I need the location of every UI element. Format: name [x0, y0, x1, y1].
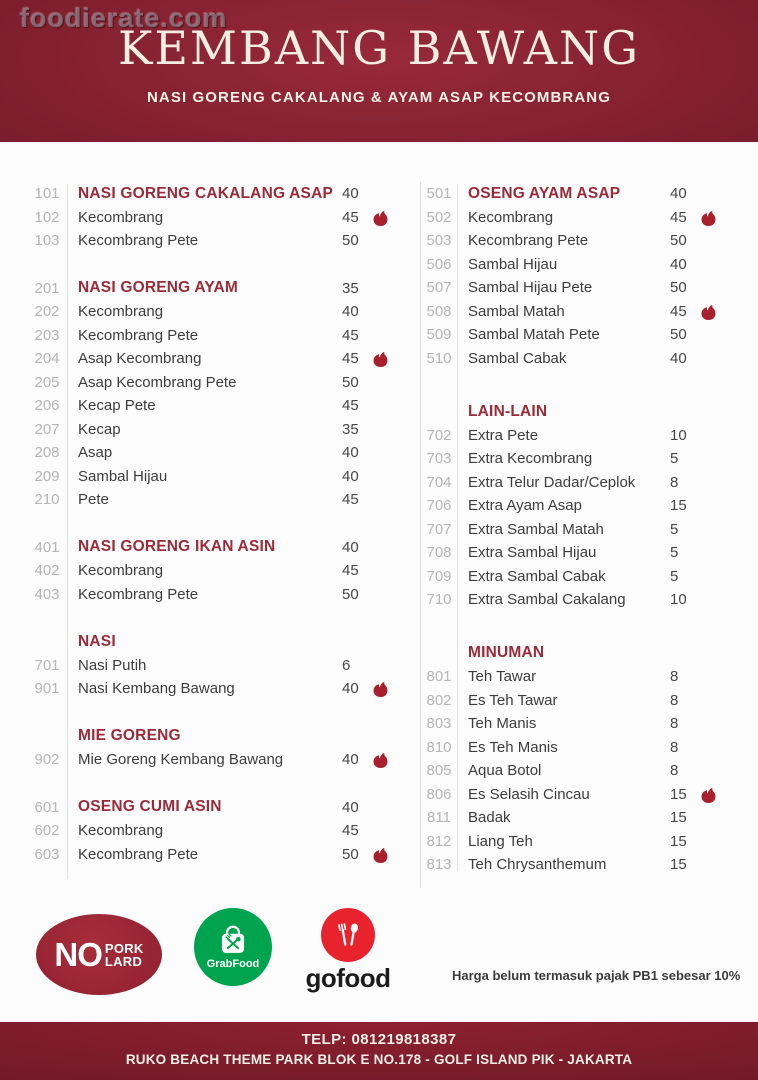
menu-item-row — [30, 229, 394, 253]
menu-item-row — [424, 518, 722, 542]
item-code: 509 — [426, 326, 452, 344]
item-code: 703 — [426, 450, 452, 468]
item-price: 40 — [342, 538, 359, 556]
item-name: OSENG CUMI ASIN — [78, 798, 222, 816]
item-name: Kecombrang — [78, 822, 164, 840]
menu-item-row — [30, 559, 394, 583]
menu-item-row — [424, 494, 722, 518]
item-code: 103 — [34, 232, 60, 250]
recommended-icon — [372, 845, 394, 864]
item-price: 45 — [342, 562, 359, 580]
item-code: 810 — [426, 738, 452, 756]
item-name: OSENG AYAM ASAP — [468, 184, 621, 202]
recommended-icon — [372, 750, 394, 769]
menu-item-row — [424, 806, 722, 830]
menu-section — [30, 725, 394, 772]
menu-item-row — [30, 677, 394, 701]
menu-item-row — [424, 588, 722, 612]
item-code: 210 — [34, 491, 60, 509]
menu-item-row — [424, 830, 722, 854]
item-code: 707 — [426, 520, 452, 538]
item-name: Asap Kecombrang — [78, 350, 202, 368]
menu-section — [30, 630, 394, 701]
item-name: MINUMAN — [468, 644, 545, 662]
menu-column-right — [424, 182, 722, 907]
item-price: 50 — [342, 845, 359, 863]
item-code: 208 — [34, 444, 60, 462]
recommended-icon — [700, 302, 722, 321]
menu-item-row — [424, 300, 722, 324]
item-name: Kecombrang — [468, 208, 554, 226]
item-name: Teh Chrysanthemum — [468, 856, 607, 874]
menu-item-row — [30, 465, 394, 489]
item-code: 510 — [426, 349, 452, 367]
item-code: 601 — [34, 798, 60, 816]
item-price: 40 — [670, 185, 687, 203]
no-pork-top-text: PORK — [104, 940, 144, 956]
item-price: 45 — [342, 208, 359, 226]
item-code: 602 — [34, 822, 60, 840]
menu-item-row — [30, 347, 394, 371]
item-name: Pete — [78, 491, 109, 509]
item-name: NASI GORENG IKAN ASIN — [78, 538, 276, 556]
menu-item-row — [424, 347, 722, 371]
menu-item-row — [424, 712, 722, 736]
item-price: 45 — [670, 208, 687, 226]
item-name: Sambal Matah Pete — [468, 326, 600, 344]
menu-item-row — [424, 424, 722, 448]
item-price: 40 — [342, 303, 359, 321]
item-price: 40 — [342, 798, 359, 816]
menu-item-row — [424, 689, 722, 713]
item-name: Teh Tawar — [468, 668, 537, 686]
item-price: 8 — [670, 762, 679, 780]
menu-item-row — [424, 206, 722, 230]
item-name: NASI GORENG CAKALANG ASAP — [78, 184, 334, 202]
item-name: Kecombrang Pete — [78, 585, 199, 603]
item-price: 8 — [670, 473, 679, 491]
item-code: 101 — [34, 185, 60, 203]
item-price: 10 — [670, 591, 687, 609]
item-price: 15 — [670, 497, 687, 515]
recommended-icon — [372, 208, 394, 227]
menu-item-row — [424, 447, 722, 471]
item-code: 803 — [426, 715, 452, 733]
item-name: NASI GORENG AYAM — [78, 279, 238, 297]
item-code: 709 — [426, 567, 452, 585]
menu-item-row — [30, 206, 394, 230]
menu-item-row — [424, 736, 722, 760]
item-code: 102 — [34, 208, 60, 226]
menu-item-row — [30, 583, 394, 607]
address: RUKO BEACH THEME PARK BLOK E NO.178 - GOLF ISLAND PIK - JAKARTA — [125, 1052, 633, 1067]
item-name: Extra Sambal Matah — [468, 520, 604, 538]
menu-body — [0, 142, 758, 907]
footer-band — [0, 1022, 758, 1080]
item-name: Es Selasih Cincau — [468, 785, 590, 803]
item-code: 205 — [34, 373, 60, 391]
item-price: 5 — [670, 567, 679, 585]
item-code: 710 — [426, 591, 452, 609]
restaurant-title: KEMBANG BAWANG — [117, 21, 641, 75]
menu-item-row — [30, 654, 394, 678]
item-code: 708 — [426, 544, 452, 562]
item-price: 45 — [342, 326, 359, 344]
menu-section — [30, 536, 394, 607]
menu-item-row — [30, 796, 394, 820]
badges-strip — [0, 900, 758, 1010]
item-name: Sambal Matah — [468, 302, 565, 320]
menu-item-row — [424, 471, 722, 495]
item-name: Teh Manis — [468, 715, 537, 733]
item-name: Mie Goreng Kembang Bawang — [78, 751, 284, 769]
menu-item-row — [424, 565, 722, 589]
item-price: 40 — [670, 255, 687, 273]
menu-item-row — [424, 229, 722, 253]
menu-item-row — [30, 488, 394, 512]
item-name: Kecap — [78, 420, 121, 438]
no-pork-big-text: NO — [54, 935, 102, 973]
item-price: 6 — [342, 656, 351, 674]
menu-item-row — [424, 182, 722, 206]
item-name: LAIN-LAIN — [468, 402, 548, 420]
item-code: 706 — [426, 497, 452, 515]
item-price: 40 — [670, 349, 687, 367]
menu-item-row — [30, 630, 394, 654]
item-name: Liang Teh — [468, 832, 533, 850]
grabfood-label: GrabFood — [206, 958, 260, 970]
menu-item-row — [30, 725, 394, 749]
menu-item-row — [424, 323, 722, 347]
menu-item-row — [424, 759, 722, 783]
item-name: Kecombrang — [78, 208, 164, 226]
menu-item-row — [30, 277, 394, 301]
grabfood-badge — [194, 908, 272, 986]
item-code: 801 — [426, 668, 452, 686]
item-name: Extra Sambal Cabak — [468, 567, 606, 585]
item-price: 50 — [670, 232, 687, 250]
menu-section — [30, 182, 394, 253]
item-code: 507 — [426, 279, 452, 297]
item-code: 204 — [34, 350, 60, 368]
item-code: 805 — [426, 762, 452, 780]
menu-item-row — [424, 541, 722, 565]
item-name: Badak — [468, 809, 511, 827]
item-code: 902 — [34, 751, 60, 769]
item-name: Kecombrang Pete — [78, 845, 199, 863]
item-name: Sambal Hijau — [468, 255, 558, 273]
item-code: 401 — [34, 538, 60, 556]
item-name: Sambal Cabak — [468, 349, 567, 367]
item-code: 508 — [426, 302, 452, 320]
item-name: Extra Pete — [468, 426, 539, 444]
item-code: 812 — [426, 832, 452, 850]
recommended-icon — [372, 679, 394, 698]
item-price: 5 — [670, 450, 679, 468]
item-name: Es Teh Manis — [468, 738, 558, 756]
item-price: 15 — [670, 809, 687, 827]
item-name: Nasi Kembang Bawang — [78, 680, 235, 698]
recommended-icon — [700, 208, 722, 227]
item-price: 40 — [342, 444, 359, 462]
menu-item-row — [424, 253, 722, 277]
item-code: 209 — [34, 467, 60, 485]
menu-item-row — [424, 783, 722, 807]
item-code: 501 — [426, 185, 452, 203]
item-price: 50 — [670, 279, 687, 297]
no-pork-bottom-text: LARD — [104, 953, 143, 969]
menu-section — [424, 400, 722, 612]
item-price: 5 — [670, 520, 679, 538]
menu-section — [424, 642, 722, 877]
item-price: 45 — [670, 302, 687, 320]
item-name: Extra Telur Dadar/Ceplok — [468, 473, 636, 491]
menu-item-row — [30, 441, 394, 465]
item-name: Extra Sambal Hijau — [468, 544, 597, 562]
item-code: 901 — [34, 680, 60, 698]
item-name: Es Teh Tawar — [468, 691, 558, 709]
item-code: 403 — [34, 585, 60, 603]
item-price: 45 — [342, 397, 359, 415]
item-code: 503 — [426, 232, 452, 250]
grabfood-bag-icon — [215, 924, 251, 958]
item-price: 40 — [342, 680, 359, 698]
item-price: 15 — [670, 832, 687, 850]
menu-item-row — [30, 536, 394, 560]
item-price: 8 — [670, 668, 679, 686]
menu-item-row — [424, 276, 722, 300]
menu-item-row — [424, 665, 722, 689]
item-code: 206 — [34, 397, 60, 415]
item-name: Kecombrang Pete — [78, 326, 199, 344]
item-price: 50 — [670, 326, 687, 344]
item-name: Sambal Hijau Pete — [468, 279, 593, 297]
menu-item-row — [30, 300, 394, 324]
menu-item-row — [30, 819, 394, 843]
menu-section — [30, 277, 394, 512]
menu-item-row — [30, 324, 394, 348]
menu-item-row — [424, 853, 722, 877]
item-price: 40 — [342, 751, 359, 769]
menu-column-left — [30, 182, 394, 907]
menu-item-row — [30, 182, 394, 206]
item-price: 5 — [670, 544, 679, 562]
restaurant-subtitle: NASI GORENG CAKALANG & AYAM ASAP KECOMBRANG — [146, 89, 611, 106]
item-code: 806 — [426, 785, 452, 803]
item-name: Kecap Pete — [78, 397, 156, 415]
recommended-icon — [372, 349, 394, 368]
item-code: 202 — [34, 303, 60, 321]
item-code: 203 — [34, 326, 60, 344]
no-pork-side-text — [105, 942, 144, 968]
item-price: 50 — [342, 585, 359, 603]
item-code: 502 — [426, 208, 452, 226]
item-price: 8 — [670, 715, 679, 733]
item-name: Extra Sambal Cakalang — [468, 591, 626, 609]
item-price: 45 — [342, 822, 359, 840]
column-divider — [420, 182, 421, 888]
menu-item-row — [424, 400, 722, 424]
item-name: Kecombrang Pete — [78, 232, 199, 250]
item-name: Extra Kecombrang — [468, 450, 593, 468]
menu-item-row — [30, 418, 394, 442]
item-price: 15 — [670, 785, 687, 803]
item-name: MIE GORENG — [78, 727, 181, 745]
item-price: 40 — [342, 185, 359, 203]
item-code: 802 — [426, 691, 452, 709]
item-name: Asap Kecombrang Pete — [78, 373, 237, 391]
menu-item-row — [30, 843, 394, 867]
gofood-badge — [300, 908, 396, 994]
watermark: foodierate.com — [20, 3, 228, 33]
menu-item-row — [30, 371, 394, 395]
item-name: Kecombrang Pete — [468, 232, 589, 250]
item-code: 813 — [426, 856, 452, 874]
item-price: 45 — [342, 350, 359, 368]
item-name: Asap — [78, 444, 113, 462]
item-code: 603 — [34, 845, 60, 863]
menu-item-row — [30, 748, 394, 772]
item-price: 50 — [342, 373, 359, 391]
item-code: 811 — [427, 809, 451, 827]
item-price: 50 — [342, 232, 359, 250]
menu-item-row — [30, 394, 394, 418]
menu-section — [30, 796, 394, 867]
item-price: 45 — [342, 491, 359, 509]
item-price: 40 — [342, 467, 359, 485]
item-code: 207 — [34, 420, 60, 438]
item-price: 35 — [342, 279, 359, 297]
menu-section — [424, 182, 722, 370]
item-price: 15 — [670, 856, 687, 874]
item-name: Sambal Hijau — [78, 467, 168, 485]
recommended-icon — [700, 785, 722, 804]
item-name: Kecombrang — [78, 303, 164, 321]
item-price: 10 — [670, 426, 687, 444]
phone-number: TELP: 081219818387 — [301, 1031, 457, 1048]
item-price: 8 — [670, 691, 679, 709]
item-price: 8 — [670, 738, 679, 756]
gofood-icon — [321, 908, 375, 962]
menu-item-row — [424, 642, 722, 666]
item-name: Nasi Putih — [78, 656, 147, 674]
item-code: 201 — [34, 279, 60, 297]
item-code: 704 — [426, 473, 452, 491]
gofood-label: gofood — [305, 963, 391, 993]
item-code: 702 — [426, 426, 452, 444]
no-pork-lard-badge — [36, 914, 162, 995]
item-code: 506 — [426, 255, 452, 273]
header-band — [0, 0, 758, 142]
item-name: Aqua Botol — [468, 762, 542, 780]
item-price: 35 — [342, 420, 359, 438]
item-code: 701 — [34, 656, 60, 674]
item-code: 402 — [34, 562, 60, 580]
item-name: Extra Ayam Asap — [468, 497, 582, 515]
item-name: NASI — [78, 632, 116, 650]
tax-disclaimer: Harga belum termasuk pajak PB1 sebesar 10% — [452, 968, 741, 983]
item-name: Kecombrang — [78, 562, 164, 580]
